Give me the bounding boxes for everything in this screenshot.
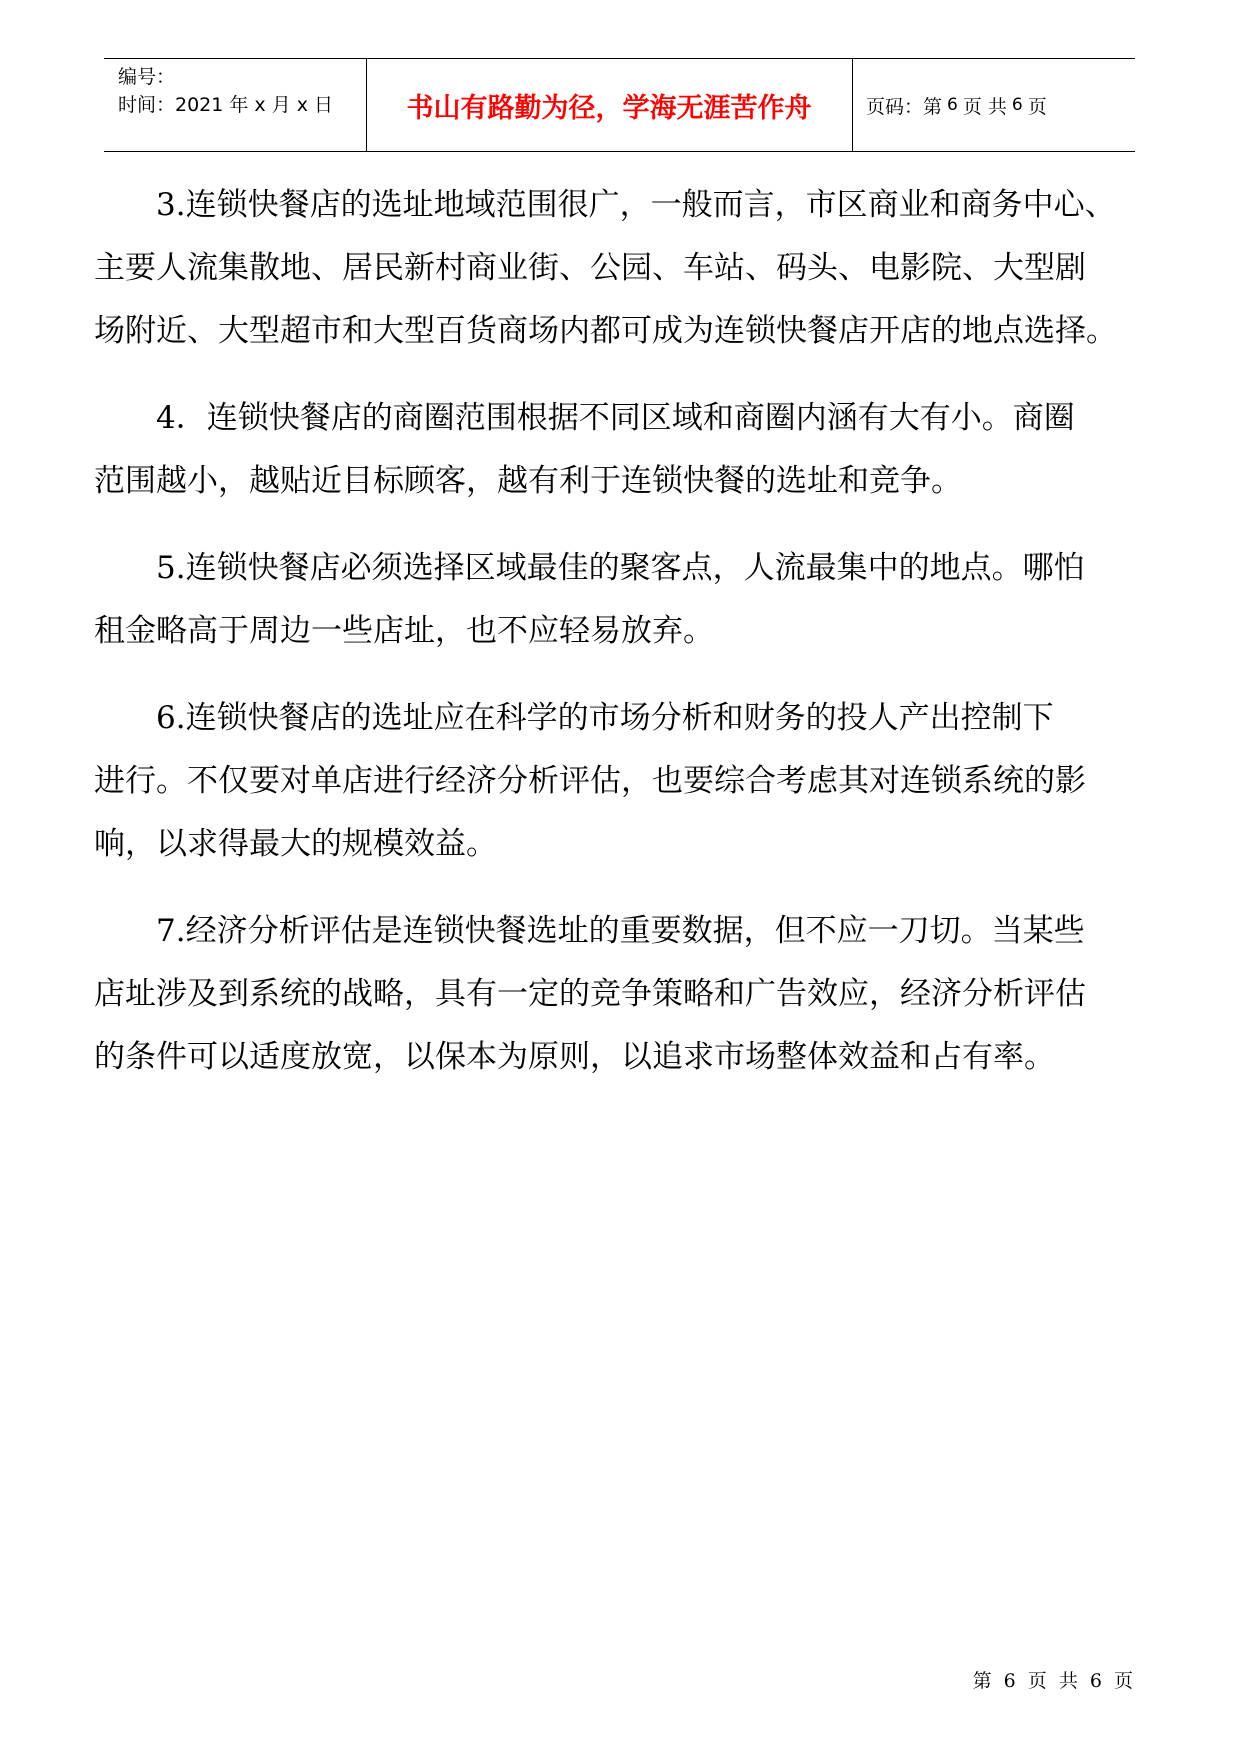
paragraph-line: 主要人流集散地、居民新村商业街、公园、车站、码头、电影院、大型剧 <box>94 250 1086 286</box>
paragraph-line: 店址涉及到系统的战略，具有一定的竞争策略和广告效应，经济分析评估 <box>94 976 1086 1012</box>
paragraph-line: 5.连锁快餐店必须选择区域最佳的聚客点，人流最集中的地点。哪怕 <box>156 550 1085 586</box>
header-page-mid: 页 共 <box>962 95 1007 118</box>
document-time-label: 时间：2021 年 x 月 x 日 <box>118 94 334 116</box>
paragraph-item-4 <box>94 387 1184 513</box>
header-page-suffix: 页 <box>1027 95 1047 118</box>
paragraph-line: 7.经济分析评估是连锁快餐选址的重要数据，但不应一刀切。当某些 <box>156 913 1085 949</box>
header-page-current: 6 <box>947 95 958 115</box>
header-page-total: 6 <box>1011 95 1023 115</box>
document-body <box>94 174 1184 1113</box>
header-meta <box>118 63 333 119</box>
paragraph-line: 3.连锁快餐店的选址地域范围很广，一般而言，市区商业和商务中心、 <box>156 187 1116 223</box>
header-page-prefix: 页码：第 <box>866 95 943 118</box>
header-divider-right <box>852 59 853 151</box>
paragraph-item-3 <box>94 174 1184 363</box>
paragraph-line: 响，以求得最大的规模效益。 <box>94 826 497 862</box>
paragraph-line: 6.连锁快餐店的选址应在科学的市场分析和财务的投人产出控制下 <box>156 700 1054 736</box>
paragraph-item-7 <box>94 900 1184 1089</box>
page-footer: 第 6 页 共 6 页 <box>972 1670 1136 1692</box>
header-slogan: 书山有路勤为径，学海无涯苦作舟 <box>406 92 812 124</box>
header-page-info <box>866 59 1047 151</box>
document-header <box>104 58 1135 152</box>
paragraph-line: 场附近、大型超市和大型百货商场内都可成为连锁快餐店开店的地点选择。 <box>94 313 1117 349</box>
paragraph-line: 进行。不仅要对单店进行经济分析评估，也要综合考虑其对连锁系统的影 <box>94 763 1086 799</box>
paragraph-line: 4．连锁快餐店的商圈范围根据不同区域和商圈内涵有大有小。商圈 <box>156 400 1075 436</box>
document-number-label: 编号： <box>118 66 176 88</box>
paragraph-line: 租金略高于周边一些店址，也不应轻易放弃。 <box>94 613 714 649</box>
paragraph-line: 的条件可以适度放宽，以保本为原则，以追求市场整体效益和占有率。 <box>94 1039 1055 1075</box>
paragraph-line: 范围越小，越贴近目标顾客，越有利于连锁快餐的选址和竞争。 <box>94 463 962 499</box>
paragraph-item-6 <box>94 687 1184 876</box>
paragraph-item-5 <box>94 537 1184 663</box>
